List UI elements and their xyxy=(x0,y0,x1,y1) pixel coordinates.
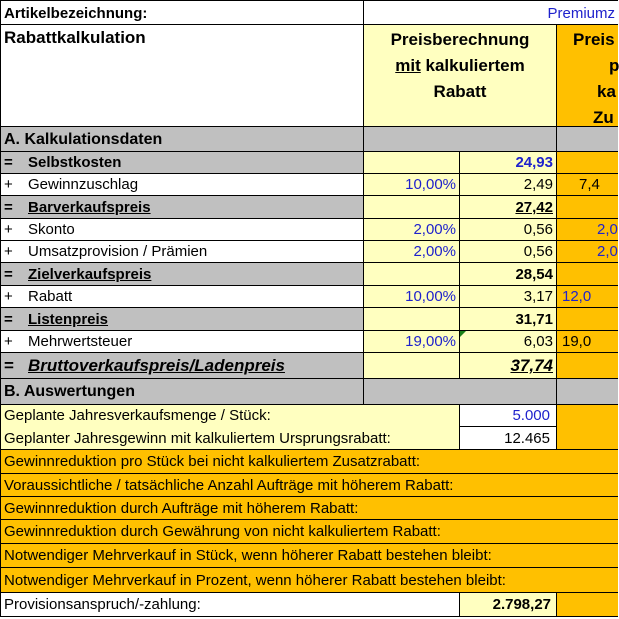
section-a-title[interactable]: A. Kalkulationsdaten xyxy=(0,127,364,152)
sym-equals: = xyxy=(4,199,13,216)
sym-equals: = xyxy=(4,266,13,283)
provision-extra[interactable] xyxy=(557,593,618,617)
barverkaufspreis-extra[interactable] xyxy=(557,196,618,219)
row-rabatt xyxy=(0,286,618,308)
row-orange-2 xyxy=(0,474,618,497)
menge-extra[interactable] xyxy=(557,405,618,427)
umsatzprovision-extra[interactable]: 2,0 xyxy=(557,241,618,263)
row-header xyxy=(0,25,618,127)
brutto-value[interactable] xyxy=(460,353,557,379)
zielverkaufspreis-extra[interactable] xyxy=(557,263,618,286)
brutto-label[interactable] xyxy=(0,353,364,379)
brutto-number: 37,74 xyxy=(510,356,553,375)
mehrwertsteuer-label[interactable] xyxy=(0,331,364,353)
mehrwertsteuer-text: Mehrwertsteuer xyxy=(28,333,133,350)
col1-mit: mit xyxy=(395,56,421,75)
col2-line2: p xyxy=(609,56,619,75)
listenpreis-label[interactable] xyxy=(0,308,364,331)
gewinn-extra[interactable] xyxy=(557,427,618,450)
zielverkaufspreis-text: Zielverkaufspreis xyxy=(28,266,152,283)
selbstkosten-value[interactable]: 24,93 xyxy=(460,152,557,174)
rabatt-text: Rabatt xyxy=(28,288,73,305)
row-orange-4 xyxy=(0,520,618,544)
rabatt-row-label[interactable] xyxy=(0,286,364,308)
artikel-value[interactable]: Premiumz xyxy=(364,0,618,25)
row-selbstkosten xyxy=(0,152,618,174)
sym-plus: + xyxy=(4,176,13,193)
menge-value[interactable]: 5.000 xyxy=(460,405,557,427)
skonto-extra[interactable]: 2,0 xyxy=(557,219,618,241)
col1-header[interactable] xyxy=(364,25,557,127)
provision-value[interactable]: 2.798,27 xyxy=(460,593,557,617)
gewinn-label[interactable]: Geplanter Jahresgewinn mit kalkuliertem Ursprungsrabatt: xyxy=(0,427,460,450)
row-orange-1 xyxy=(0,450,618,474)
section-a-col2[interactable] xyxy=(557,127,618,152)
row-umsatzprovision xyxy=(0,241,618,263)
gewinnzuschlag-label[interactable] xyxy=(0,174,364,196)
section-b-col1[interactable] xyxy=(364,379,557,405)
umsatzprovision-label[interactable] xyxy=(0,241,364,263)
section-a-col1[interactable] xyxy=(364,127,557,152)
gewinnzuschlag-pct[interactable]: 10,00% xyxy=(364,174,460,196)
umsatzprovision-pct[interactable]: 2,00% xyxy=(364,241,460,263)
row-barverkaufspreis xyxy=(0,196,618,219)
barverkaufspreis-text: Barverkaufspreis xyxy=(28,199,151,216)
umsatzprovision-text: Umsatzprovision / Prämien xyxy=(28,243,208,260)
zielverkaufspreis-label[interactable] xyxy=(0,263,364,286)
rabatt-extra[interactable]: 12,0 xyxy=(557,286,618,308)
gewinnzuschlag-value[interactable]: 2,49 xyxy=(460,174,557,196)
mehrverkauf-prozent[interactable]: Notwendiger Mehrverkauf in Prozent, wenn höherer Rabatt bestehen bleibt: xyxy=(0,568,618,593)
selbstkosten-text: Selbstkosten xyxy=(28,154,122,171)
section-b-col2[interactable] xyxy=(557,379,618,405)
zielverkaufspreis-pct[interactable] xyxy=(364,263,460,286)
gewinnreduktion-rabatt[interactable]: Gewinnreduktion durch Gewährung von nicht kalkuliertem Rabatt: xyxy=(0,520,618,544)
skonto-value[interactable]: 0,56 xyxy=(460,219,557,241)
mehrwertsteuer-value[interactable] xyxy=(460,331,557,353)
sym-equals: = xyxy=(4,356,14,375)
rabatt-label[interactable]: Rabattkalkulation xyxy=(0,25,364,127)
selbstkosten-pct[interactable] xyxy=(364,152,460,174)
col2-line1: Preis xyxy=(573,30,615,49)
col1-line2 xyxy=(367,53,553,79)
row-gewinn xyxy=(0,427,618,450)
anzahl-auftraege[interactable]: Voraussichtliche / tatsächliche Anzahl Aufträge mit höherem Rabatt: xyxy=(0,474,618,497)
row-section-b xyxy=(0,379,618,405)
gewinnzuschlag-extra[interactable]: 7,4 xyxy=(557,174,618,196)
menge-label[interactable]: Geplante Jahresverkaufsmenge / Stück: xyxy=(0,405,460,427)
row-brutto xyxy=(0,353,618,379)
gewinn-value[interactable]: 12.465 xyxy=(460,427,557,450)
row-orange-6 xyxy=(0,568,618,593)
barverkaufspreis-label[interactable] xyxy=(0,196,364,219)
col1-line3: Rabatt xyxy=(433,82,487,101)
brutto-extra[interactable] xyxy=(557,353,618,379)
row-artikel xyxy=(0,0,618,25)
col2-line3: ka xyxy=(597,82,616,101)
row-menge xyxy=(0,405,618,427)
row-zielverkaufspreis xyxy=(0,263,618,286)
rabatt-pct[interactable]: 10,00% xyxy=(364,286,460,308)
mehrwertsteuer-pct[interactable]: 19,00% xyxy=(364,331,460,353)
col1-line1: Preisberechnung xyxy=(390,30,530,49)
listenpreis-text: Listenpreis xyxy=(28,311,109,328)
gewinnreduktion-auftraege[interactable]: Gewinnreduktion durch Aufträge mit höherem Rabatt: xyxy=(0,497,618,520)
skonto-text: Skonto xyxy=(28,221,75,238)
gewinnreduktion-pro-stueck[interactable]: Gewinnreduktion pro Stück bei nicht kalkuliertem Zusatzrabatt: xyxy=(0,450,618,474)
sym-plus: + xyxy=(4,333,13,350)
mehrwertsteuer-number: 6,03 xyxy=(523,333,553,350)
listenpreis-pct[interactable] xyxy=(364,308,460,331)
skonto-pct[interactable]: 2,00% xyxy=(364,219,460,241)
row-orange-5 xyxy=(0,544,618,568)
zielverkaufspreis-value[interactable]: 28,54 xyxy=(460,263,557,286)
mehrwertsteuer-extra[interactable]: 19,0 xyxy=(557,331,618,353)
section-b-title[interactable]: B. Auswertungen xyxy=(0,379,364,405)
row-skonto xyxy=(0,219,618,241)
comment-indicator-icon xyxy=(460,331,466,337)
row-provision xyxy=(0,593,618,617)
col1-line2-rest: kalkuliertem xyxy=(420,56,525,75)
skonto-label[interactable] xyxy=(0,219,364,241)
sym-plus: + xyxy=(4,221,13,238)
row-listenpreis xyxy=(0,308,618,331)
listenpreis-extra[interactable] xyxy=(557,308,618,331)
brutto-text: Bruttoverkaufspreis/Ladenpreis xyxy=(28,356,285,375)
selbstkosten-label[interactable] xyxy=(0,152,364,174)
barverkaufspreis-value[interactable] xyxy=(460,196,557,219)
row-orange-3 xyxy=(0,497,618,520)
barverkaufspreis-pct[interactable] xyxy=(364,196,460,219)
row-mehrwertsteuer xyxy=(0,331,618,353)
sym-equals: = xyxy=(4,154,13,171)
col2-line4: Zu xyxy=(593,108,614,127)
selbstkosten-extra[interactable] xyxy=(557,152,618,174)
sym-plus: + xyxy=(4,243,13,260)
umsatzprovision-value[interactable]: 0,56 xyxy=(460,241,557,263)
sym-equals: = xyxy=(4,311,13,328)
brutto-pct[interactable] xyxy=(364,353,460,379)
artikel-label[interactable]: Artikelbezeichnung: xyxy=(0,0,364,25)
sym-plus: + xyxy=(4,288,13,305)
barverkaufspreis-number: 27,42 xyxy=(515,199,553,216)
row-section-a xyxy=(0,127,618,152)
gewinnzuschlag-text: Gewinnzuschlag xyxy=(28,176,139,193)
row-gewinnzuschlag xyxy=(0,174,618,196)
rabatt-value[interactable]: 3,17 xyxy=(460,286,557,308)
listenpreis-value[interactable]: 31,71 xyxy=(460,308,557,331)
col2-header[interactable] xyxy=(557,25,618,127)
mehrverkauf-stueck[interactable]: Notwendiger Mehrverkauf in Stück, wenn höherer Rabatt bestehen bleibt: xyxy=(0,544,618,568)
provision-label[interactable]: Provisionsanspruch/-zahlung: xyxy=(0,593,460,617)
